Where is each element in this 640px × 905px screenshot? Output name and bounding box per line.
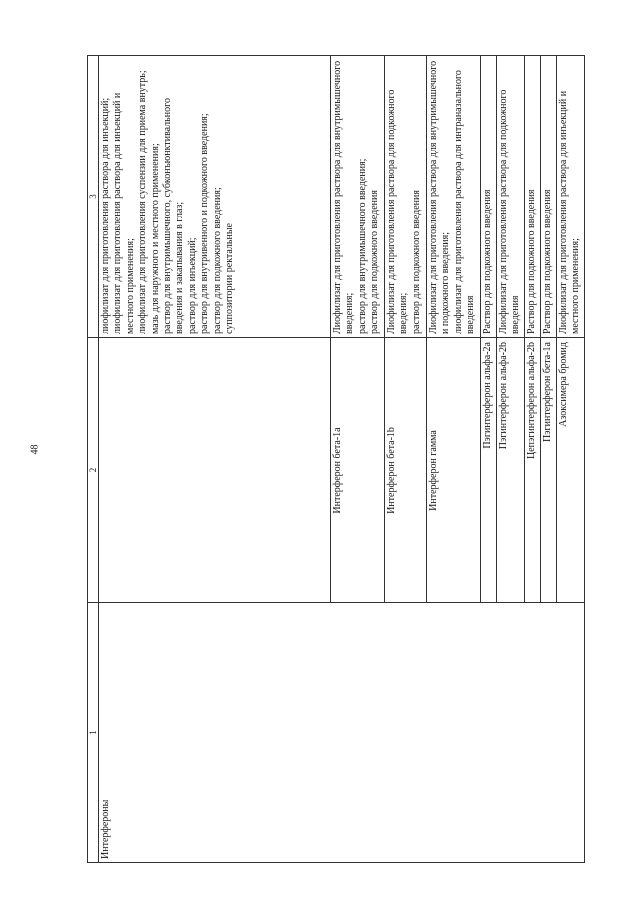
drug-name <box>99 338 331 603</box>
drug-name: Пэгинтерферон бета-1a <box>541 338 557 603</box>
dosage-forms <box>385 56 427 338</box>
dosage-form-line: лиофилизат для приготовления раствора для инъекций; <box>100 97 111 334</box>
dosage-forms <box>481 56 497 338</box>
drug-table <box>87 55 585 863</box>
dosage-form-line: Раствор для подкожного введения <box>482 189 493 334</box>
dosage-form-line: лиофилизат для приготовления суспензии для приема внутрь; <box>137 70 149 334</box>
dosage-form-line: мазь для наружного и местного применения; <box>149 143 161 334</box>
dosage-form-line: раствор для инъекций; <box>186 237 198 334</box>
dosage-form-line: Лиофилизат для приготовления раствора для подкожного введения <box>498 89 522 334</box>
dosage-forms <box>99 56 331 338</box>
dosage-form-line: раствор для внутримышечного, субконъюнктивального введения и закапывания в глаз; <box>162 98 186 334</box>
dosage-form-line: Лиофилизат для приготовления раствора для внутримышечного введения; <box>332 60 356 334</box>
dosage-form-line: Лиофилизат для приготовления раствора для внутримышечного и подкожного введения; <box>428 60 452 334</box>
group-cell: Интерфероны <box>99 603 585 863</box>
dosage-forms <box>427 56 481 338</box>
drug-name: Пэгинтерферон альфа-2b <box>497 338 525 603</box>
drug-name: Интерферон бета-1b <box>385 338 427 603</box>
drug-name: Интерферон гамма <box>427 338 481 603</box>
dosage-form-line: Раствор для подкожного введения <box>526 189 537 334</box>
drug-name: Цепэгинтерферон альфа-2b <box>525 338 541 603</box>
dosage-form-line: лиофилизат для приготовления раствора для интраназального введения <box>452 70 477 334</box>
dosage-forms <box>525 56 541 338</box>
drug-name: Азоксимера бромид <box>557 338 585 603</box>
rotated-table-wrapper <box>87 56 582 863</box>
header-col-3: 3 <box>88 56 99 338</box>
page-number: 48 <box>29 444 41 455</box>
header-row <box>88 56 99 863</box>
header-col-1: 1 <box>88 603 99 863</box>
dosage-forms <box>331 56 385 338</box>
dosage-form-line: Лиофилизат для приготовления раствора для инъекций и местного применения; <box>558 90 582 334</box>
dosage-form-line: Раствор для подкожного введения <box>542 189 553 334</box>
dosage-forms <box>497 56 525 338</box>
table-row <box>99 56 331 863</box>
drug-name: Пэгинтерферон альфа-2a <box>481 338 497 603</box>
dosage-forms <box>557 56 585 338</box>
dosage-form-line: раствор для подкожного введения; <box>211 187 223 334</box>
dosage-form-line: раствор для подкожного введения <box>410 190 422 334</box>
dosage-form-line: раствор для внутривенного и подкожного введения; <box>199 113 211 334</box>
dosage-form-line: лиофилизат для приготовления раствора для инъекций и местного применения; <box>112 92 136 334</box>
dosage-form-line: суппозитории ректальные <box>224 223 236 334</box>
drug-name: Интерферон бета-1a <box>331 338 385 603</box>
dosage-form-line: Лиофилизат для приготовления раствора для подкожного введения; <box>386 89 410 334</box>
dosage-form-line: раствор для подкожного введения <box>369 190 381 334</box>
header-col-2: 2 <box>88 338 99 603</box>
dosage-forms <box>541 56 557 338</box>
dosage-form-line: раствор для внутримышечного введения; <box>356 158 368 334</box>
